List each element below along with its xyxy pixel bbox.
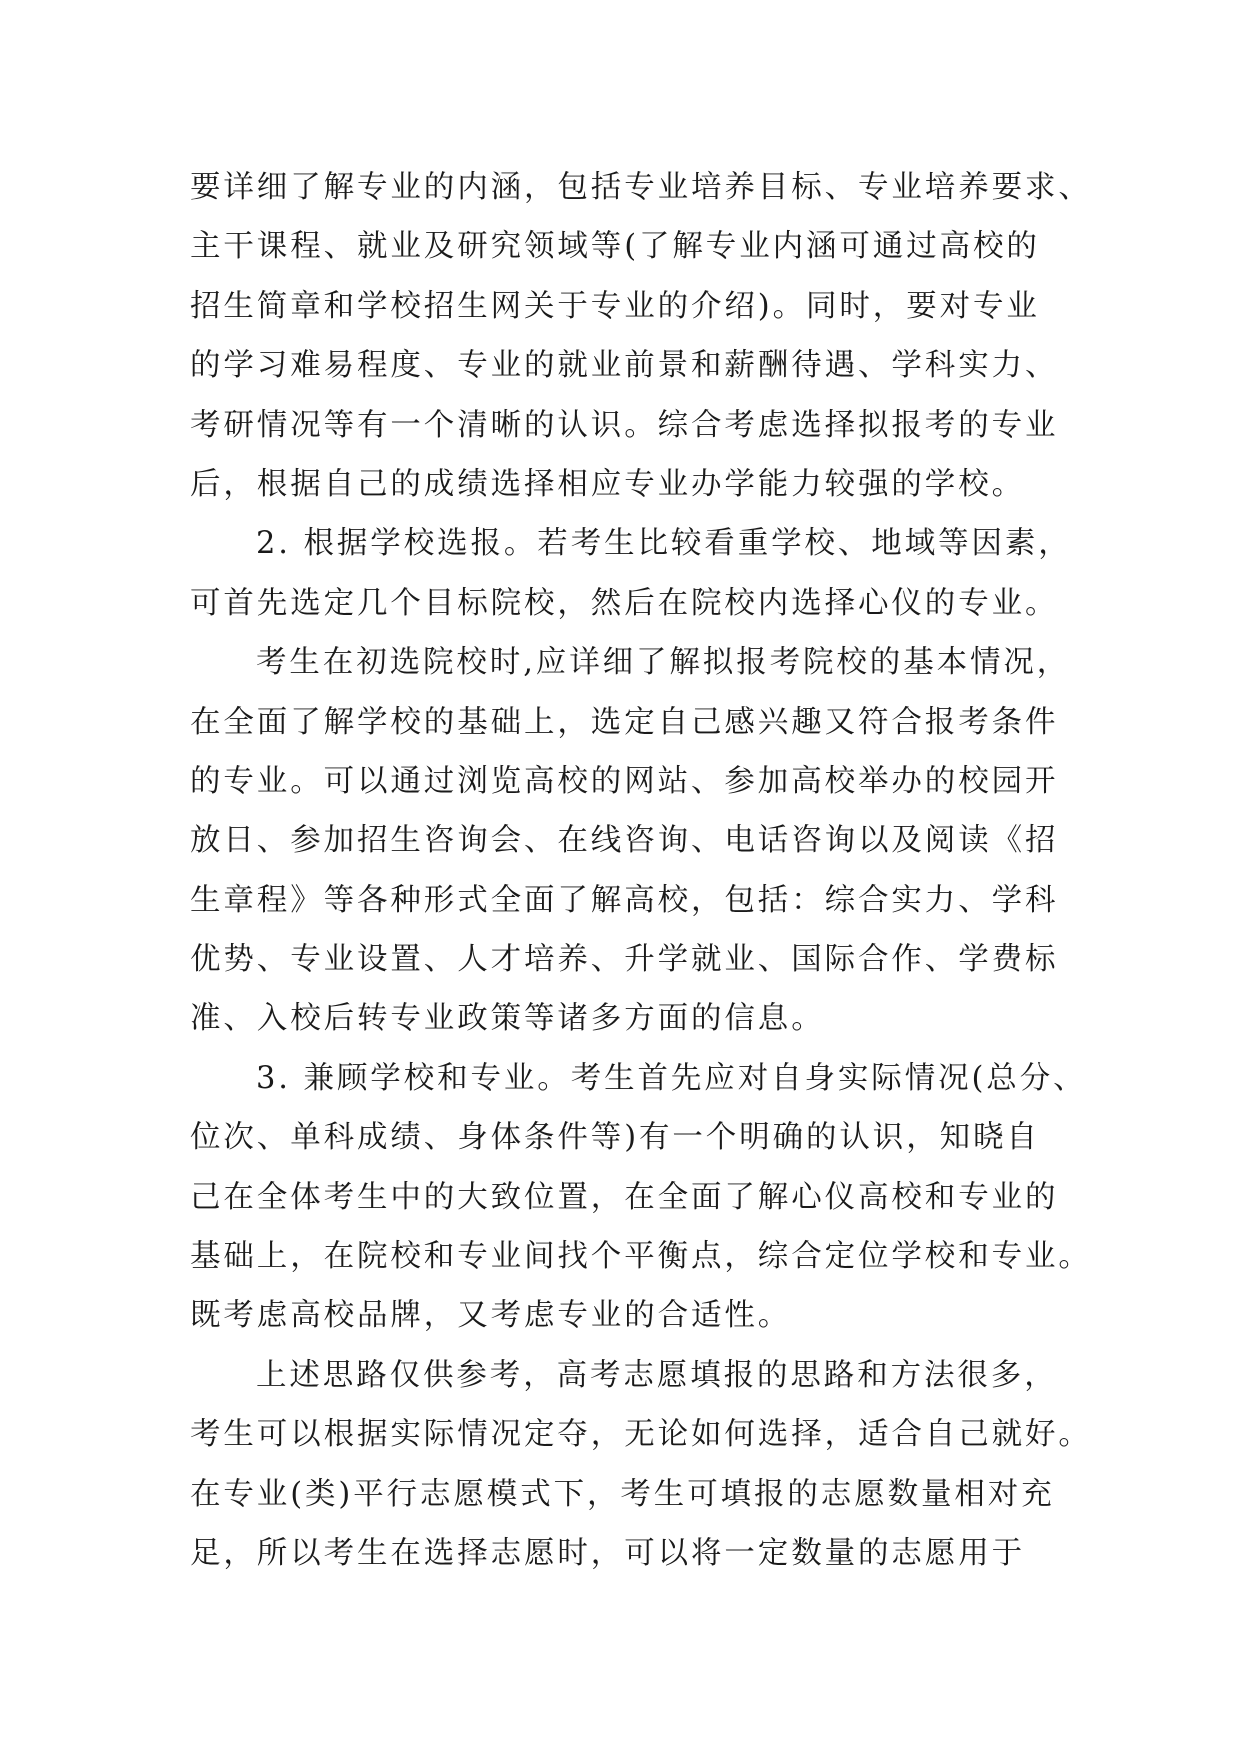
text-line: 足，所以考生在选择志愿时，可以将一定数量的志愿用于 bbox=[190, 1535, 1025, 1571]
text-line: 的专业。可以通过浏览高校的网站、参加高校举办的校园开 bbox=[190, 763, 1059, 799]
paragraph-start-line: 考生在初选院校时,应详细了解拟报考院校的基本情况， bbox=[256, 645, 1071, 681]
text-line: 准、入校后转专业政策等诸多方面的信息。 bbox=[190, 1001, 825, 1037]
text-line: 位次、单科成绩、身体条件等)有一个明确的认识，知晓自 bbox=[190, 1120, 1040, 1156]
text-line: 要详细了解专业的内涵，包括专业培养目标、专业培养要求、 bbox=[190, 170, 1092, 205]
paragraph-start-line: 上述思路仅供参考，高考志愿填报的思路和方法很多， bbox=[256, 1357, 1058, 1393]
text-line: 后，根据自己的成绩选择相应专业办学能力较强的学校。 bbox=[190, 466, 1025, 502]
text-line: 的学习难易程度、专业的就业前景和薪酬待遇、学科实力、 bbox=[190, 348, 1059, 384]
body-text bbox=[190, 158, 1092, 1583]
text-line: 既考虑高校品牌，又考虑专业的合适性。 bbox=[190, 1298, 792, 1334]
paragraph-start-line: 3. 兼顾学校和专业。考生首先应对自身实际情况(总分、 bbox=[256, 1060, 1087, 1096]
text-line: 考研情况等有一个清晰的认识。综合考虑选择拟报考的专业 bbox=[190, 407, 1059, 443]
text-line: 己在全体考生中的大致位置，在全面了解心仪高校和专业的 bbox=[190, 1179, 1059, 1215]
text-line: 招生简章和学校招生网关于专业的介绍)。同时，要对专业 bbox=[190, 288, 1040, 324]
text-line: 基础上，在院校和专业间找个平衡点，综合定位学校和专业。 bbox=[190, 1239, 1092, 1275]
text-line: 考生可以根据实际情况定夺，无论如何选择，适合自己就好。 bbox=[190, 1417, 1092, 1453]
text-line: 主干课程、就业及研究领域等(了解专业内涵可通过高校的 bbox=[190, 229, 1040, 265]
text-line: 可首先选定几个目标院校，然后在院校内选择心仪的专业。 bbox=[190, 585, 1059, 621]
text-line: 生章程》等各种形式全面了解高校，包括：综合实力、学科 bbox=[190, 882, 1059, 918]
text-line: 在全面了解学校的基础上，选定自己感兴趣又符合报考条件 bbox=[190, 704, 1059, 740]
text-line: 放日、参加招生咨询会、在线咨询、电话咨询以及阅读《招 bbox=[190, 823, 1059, 859]
text-line: 优势、专业设置、人才培养、升学就业、国际合作、学费标 bbox=[190, 942, 1059, 978]
paragraph-start-line: 2. 根据学校选报。若考生比较看重学校、地域等因素， bbox=[256, 526, 1072, 562]
text-line: 在专业(类)平行志愿模式下，考生可填报的志愿数量相对充 bbox=[190, 1476, 1055, 1512]
